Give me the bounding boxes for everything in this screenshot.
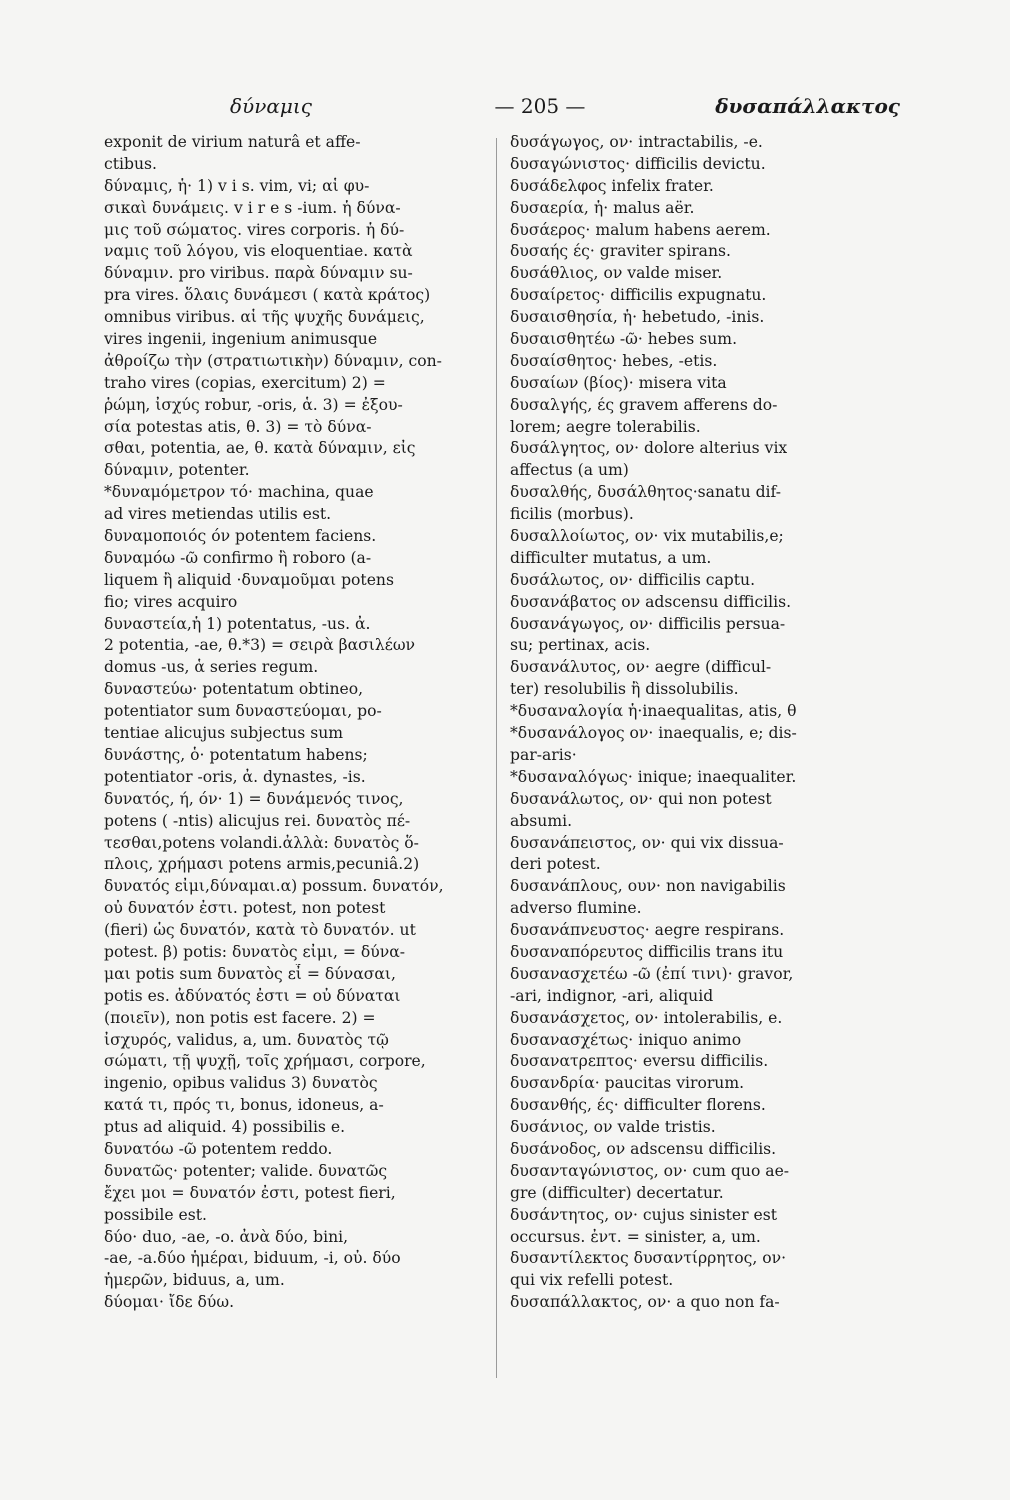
text-line: δυσανάπνευστος· aegre respirans. bbox=[510, 921, 785, 940]
text-line: δυσαλθής, δυσάλθητος·sanatu dif- bbox=[510, 483, 782, 502]
text-line: δυσάνοδος, ον adscensu difficilis. bbox=[510, 1139, 777, 1158]
text-line: (fieri) ὡς δυνατόν, κατὰ τὸ δυνατόν. ut bbox=[104, 921, 416, 940]
text-line: ctibus. bbox=[104, 154, 157, 173]
text-line: σία potestas atis, θ. 3) = τὸ δύνα- bbox=[104, 417, 372, 436]
text-line: κατά τι, πρός τι, bonus, idoneus, a- bbox=[104, 1096, 384, 1115]
text-line: δύναμις, ἡ· 1) v i s. vim, vi; αἱ φυ- bbox=[104, 176, 370, 195]
text-line: ptus ad aliquid. 4) possibilis e. bbox=[104, 1118, 346, 1137]
text-line: δυσάγωγος, ον· intractabilis, -e. bbox=[510, 133, 763, 151]
text-line: *δυναμόμετρον τό· machina, quae bbox=[104, 483, 374, 502]
text-line: ἀθροίζω τὴν (στρατιωτικὴν) δύναμιν, con- bbox=[104, 351, 442, 370]
text-line: gre (difficulter) decertatur. bbox=[510, 1183, 724, 1202]
text-line: potis es. ἀδύνατός ἐστι = οὐ δύναται bbox=[104, 986, 401, 1005]
text-line: *δυσανάλογος ον· inaequalis, e; dis- bbox=[510, 724, 797, 743]
text-line: absumi. bbox=[510, 811, 573, 830]
text-line: δυνατόω -ῶ potentem reddo. bbox=[104, 1139, 333, 1158]
text-line: δυσάλγητος, ον· dolore alterius vix bbox=[510, 439, 788, 458]
text-line: μις τοῦ σώματος. vires corporis. ἡ δύ- bbox=[104, 220, 405, 239]
text-line: ῥώμη, ἰσχύς robur, -oris, ἁ. 3) = ἐξου- bbox=[104, 395, 403, 414]
text-line: δύομαι· ἴδε δύω. bbox=[104, 1293, 235, 1312]
text-line: δυσαερία, ἡ· malus aër. bbox=[510, 198, 695, 217]
text-line: *δυσαναλογία ἡ·inaequalitas, atis, θ bbox=[510, 702, 797, 721]
text-line: δυσανάλωτος, ον· qui non potest bbox=[510, 789, 772, 808]
text-line: δυσαντίλεκτος δυσαντίρρητος, ον· bbox=[510, 1249, 787, 1268]
text-line: adverso flumine. bbox=[510, 899, 642, 918]
text-line: δυσαγώνιστος· difficilis devictu. bbox=[510, 154, 766, 173]
text-line: ad vires metiendas utilis est. bbox=[104, 505, 332, 524]
header-right-guideword: δυσαπάλλακτος bbox=[715, 94, 900, 118]
text-line: *δυσαναλόγως· inique; inaequaliter. bbox=[510, 767, 797, 786]
text-line: σικαὶ δυνάμεις. v i r e s -ium. ἡ δύνα- bbox=[104, 198, 401, 217]
text-line: δυσάερος· malum habens aerem. bbox=[510, 220, 771, 239]
left-column bbox=[104, 132, 484, 1314]
text-line: su; pertinax, acis. bbox=[510, 636, 651, 655]
text-line: δυσανδρία· paucitas virorum. bbox=[510, 1074, 745, 1093]
text-line: δυσαισθησία, ἡ· hebetudo, -inis. bbox=[510, 308, 765, 327]
text-line: δυσανατρεπτος· eversu difficilis. bbox=[510, 1052, 769, 1071]
text-line: δυσανασχέτως· iniquo animo bbox=[510, 1030, 742, 1049]
text-line: fio; vires acquiro bbox=[104, 592, 238, 611]
text-line: σώματι, τῇ ψυχῇ, τοῖς χρήμασι, corpore, bbox=[104, 1052, 426, 1071]
text-line: δυσανάπλους, ουν· non navigabilis bbox=[510, 877, 786, 896]
text-line: δυσαλλοίωτος, ον· vix mutabilis,e; bbox=[510, 527, 784, 546]
text-line: δυσανάπειστος, ον· qui vix dissua- bbox=[510, 833, 784, 852]
text-line: δυσανάγωγος, ον· difficilis persua- bbox=[510, 614, 786, 633]
text-line: τεσθαι,potens volandi.ἀλλὰ: δυνατὸς ὅ- bbox=[104, 833, 419, 852]
text-line: lorem; aegre tolerabilis. bbox=[510, 417, 701, 436]
page-number: — 205 — bbox=[494, 94, 586, 118]
text-line: (ποιεῖν), non potis est facere. 2) = bbox=[104, 1008, 376, 1027]
text-line: δυσαής ές· graviter spirans. bbox=[510, 242, 731, 261]
text-line: omnibus viribus. αἱ τῆς ψυχῆς δυνάμεις, bbox=[104, 308, 425, 327]
text-line: ficilis (morbus). bbox=[510, 505, 634, 524]
text-line: δυσανάβατος ον adscensu difficilis. bbox=[510, 592, 792, 611]
text-line: δυσάδελφος infelix frater. bbox=[510, 176, 714, 195]
text-line: δυσαπάλλακτος, ον· a quo non fa- bbox=[510, 1293, 780, 1312]
text-line: δυσαισθητέω -ῶ· hebes sum. bbox=[510, 330, 738, 349]
text-line: qui vix refelli potest. bbox=[510, 1271, 674, 1290]
text-line: exponit de virium naturâ et affe- bbox=[104, 133, 361, 151]
text-line: vires ingenii, ingenium animusque bbox=[104, 330, 378, 349]
text-line: δυσάντητος, ον· cujus sinister est bbox=[510, 1205, 777, 1224]
text-line: δυσανθής, ές· difficulter florens. bbox=[510, 1096, 766, 1115]
text-line: ἰσχυρός, validus, a, um. δυνατὸς τῷ bbox=[104, 1030, 389, 1049]
text-line: deri potest. bbox=[510, 855, 601, 874]
text-line: δυναστεία,ἡ 1) potentatus, -us. ἀ. bbox=[104, 614, 371, 633]
text-line: occursus. ἐντ. = sinister, a, um. bbox=[510, 1227, 761, 1246]
text-line: μαι potis sum δυνατὸς εἶ = δύνασαι, bbox=[104, 964, 396, 983]
text-line: δύναμιν, potenter. bbox=[104, 461, 250, 480]
text-line: δυσάθλιος, ον valde miser. bbox=[510, 264, 723, 283]
text-line: potest. β) potis: δυνατὸς εἰμι, = δύνα- bbox=[104, 942, 406, 961]
text-line: δυσαίρετος· difficilis expugnatu. bbox=[510, 286, 767, 305]
text-line: δυναστεύω· potentatum obtineo, bbox=[104, 680, 364, 699]
text-line: δυσάλωτος, ον· difficilis captu. bbox=[510, 570, 756, 589]
text-line: δύναμιν. pro viribus. παρὰ δύναμιν su- bbox=[104, 264, 413, 283]
text-line: δυσαίων (βίος)· misera vita bbox=[510, 373, 727, 392]
text-line: affectus (a um) bbox=[510, 461, 629, 480]
text-line: δυσάνιος, ον valde tristis. bbox=[510, 1118, 716, 1137]
text-line: ἔχει μοι = δυνατόν ἐστι, potest fieri, bbox=[104, 1183, 396, 1202]
text-line: σθαι, potentia, ae, θ. κατὰ δύναμιν, εἰς bbox=[104, 439, 416, 458]
text-line: πλοις, χρήμασι potens armis,pecuniâ.2) bbox=[104, 855, 420, 874]
text-line: pra vires. ὅλαις δυνάμεσι ( κατὰ κράτος) bbox=[104, 286, 431, 305]
text-line: δυσανάσχετος, ον· intolerabilis, e. bbox=[510, 1008, 783, 1027]
text-line: traho vires (copias, exercitum) 2) = bbox=[104, 373, 386, 392]
right-column bbox=[508, 132, 878, 1314]
text-line: δυνατός, ή, όν· 1) = δυνάμενός τινος, bbox=[104, 789, 404, 808]
text-line: potentiator -oris, ἀ. dynastes, -is. bbox=[104, 767, 366, 786]
text-line: δυνάστης, ὁ· potentatum habens; bbox=[104, 745, 368, 764]
text-line: ter) resolubilis ἢ dissolubilis. bbox=[510, 680, 739, 699]
header-left-guideword: δύναμις bbox=[230, 94, 312, 118]
text-line: -ari, indignor, -ari, aliquid bbox=[510, 986, 714, 1005]
text-line: δύο· duo, -ae, -o. ἀνὰ δύο, bini, bbox=[104, 1227, 349, 1246]
text-line: potens ( -ntis) alicujus rei. δυνατὸς πέ- bbox=[104, 811, 411, 830]
text-line: δυσαλγής, ές gravem afferens do- bbox=[510, 395, 778, 414]
text-line: δυναμόω -ῶ confirmo ἢ roboro (a- bbox=[104, 548, 372, 567]
text-line: domus -us, ἁ series regum. bbox=[104, 658, 319, 677]
text-line: δυναμοποιός όν potentem faciens. bbox=[104, 527, 377, 546]
page-header bbox=[100, 94, 920, 130]
text-line: potentiator sum δυναστεύομαι, po- bbox=[104, 702, 382, 721]
text-line: difficulter mutatus, a um. bbox=[510, 548, 712, 567]
text-line: δυνατῶς· potenter; valide. δυνατῶς bbox=[104, 1161, 388, 1180]
text-line: liquem ἢ aliquid ·δυναμοῦμαι potens bbox=[104, 570, 394, 589]
text-line: ingenio, opibus validus 3) δυνατὸς bbox=[104, 1074, 378, 1093]
text-line: δυσανάλυτος, ον· aegre (difficul- bbox=[510, 658, 772, 677]
text-line: -ae, -a.δύο ἡμέραι, biduum, -i, οὐ. δύο bbox=[104, 1249, 401, 1268]
text-line: 2 potentia, -ae, θ.*3) = σειρὰ βασιλέων bbox=[104, 636, 416, 655]
text-line: δυσανασχετέω -ῶ (ἐπί τινι)· gravor, bbox=[510, 964, 794, 983]
text-line: οὐ δυνατόν ἐστι. potest, non potest bbox=[104, 899, 386, 918]
text-line: par-aris· bbox=[510, 745, 577, 764]
text-line: possibile est. bbox=[104, 1205, 207, 1224]
text-line: δυσανταγώνιστος, ον· cum quo ae- bbox=[510, 1161, 790, 1180]
column-divider bbox=[496, 138, 497, 1378]
text-line: δυνατός εἰμι,δύναμαι.α) possum. δυνατόν, bbox=[104, 877, 444, 896]
text-line: ναμις τοῦ λόγου, vis eloquentiae. κατὰ bbox=[104, 242, 413, 261]
text-line: δυσαίσθητος· hebes, -etis. bbox=[510, 351, 718, 370]
text-line: δυσαναπόρευτος difficilis trans itu bbox=[510, 942, 784, 961]
text-line: tentiae alicujus subjectus sum bbox=[104, 724, 344, 743]
text-line: ἡμερῶν, biduus, a, um. bbox=[104, 1271, 285, 1290]
